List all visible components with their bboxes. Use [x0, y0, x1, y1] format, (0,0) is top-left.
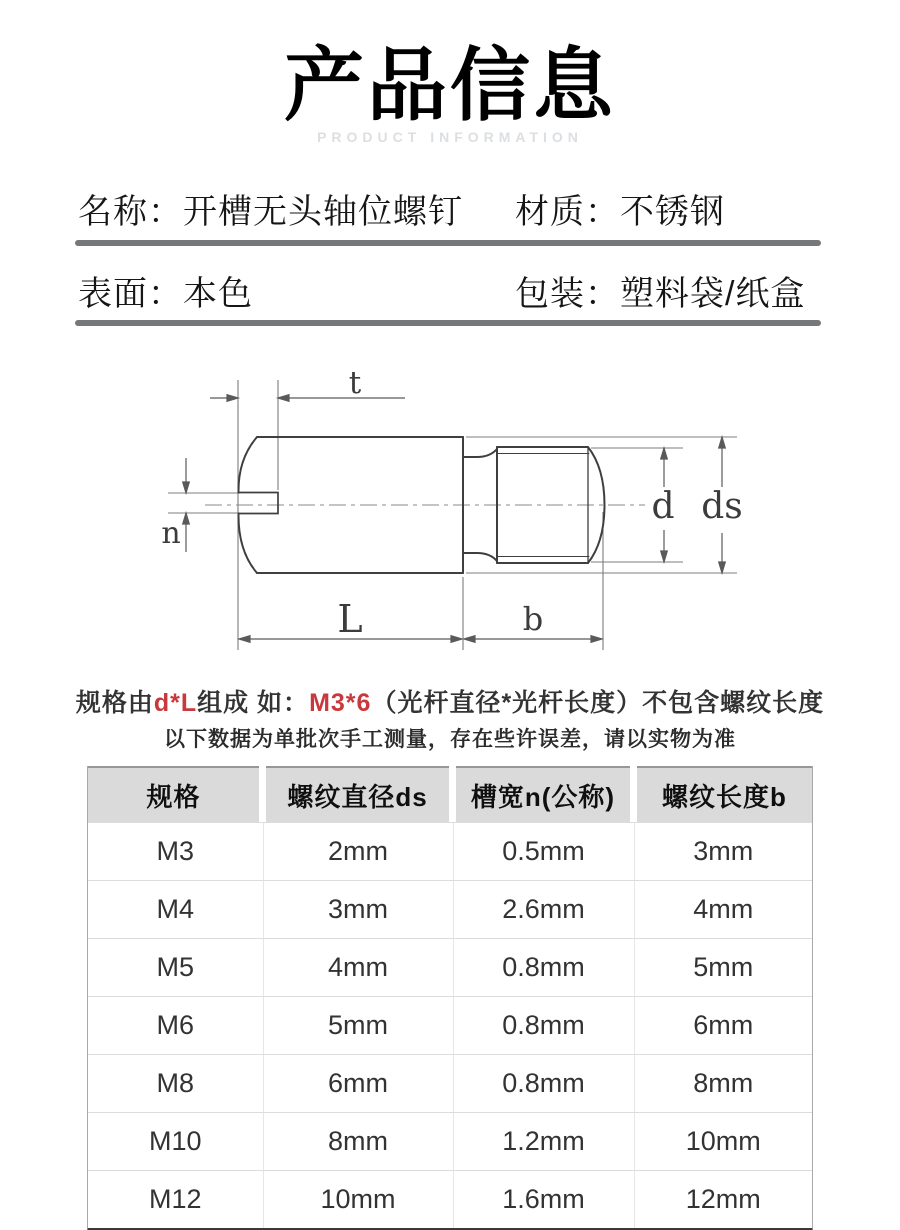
cell-spec: M4 [156, 894, 194, 924]
cell-b: 12mm [634, 1171, 813, 1228]
dim-label-L: L [337, 597, 363, 641]
cell-n: 1.6mm [453, 1171, 634, 1228]
spec-suffix: （光杆直径*光杆长度）不包含螺纹长度 [371, 689, 825, 717]
page-title: 产品信息 [284, 41, 616, 130]
cell-b: 5mm [634, 939, 813, 996]
dim-label-n: n [161, 516, 181, 551]
spec-example-red: M3*6 [309, 689, 372, 717]
info-surface-value: 本色 [183, 275, 253, 313]
spec-table-header-row [88, 766, 812, 822]
cell-ds: 5mm [263, 997, 453, 1054]
header-gap [259, 766, 266, 822]
header-gap [449, 766, 456, 822]
dim-label-t: t [348, 365, 362, 401]
cell-b: 4mm [634, 881, 813, 938]
cell-b: 8mm [634, 1055, 813, 1112]
col-header-spec: 规格 [88, 766, 259, 822]
cell-b: 6mm [634, 997, 813, 1054]
cell-n: 2.6mm [453, 881, 634, 938]
cell-ds: 2mm [263, 823, 453, 880]
table-row [88, 938, 812, 996]
info-material-value: 不锈钢 [620, 193, 725, 231]
cell-spec: M3 [156, 836, 194, 866]
cell-spec: M6 [156, 1010, 194, 1040]
spec-prefix: 规格由 [75, 689, 154, 717]
cell-ds: 8mm [263, 1113, 453, 1170]
cell-spec: M5 [156, 952, 194, 982]
info-material-label: 材质： [515, 193, 620, 231]
cell-ds: 10mm [263, 1171, 453, 1228]
info-name-label: 名称： [78, 193, 183, 231]
table-row [88, 880, 812, 938]
spec-middle: 组成 如： [197, 689, 310, 717]
info-packaging-value: 塑料袋/纸盒 [620, 275, 806, 313]
dim-label-ds: ds [701, 486, 743, 527]
cell-ds: 6mm [263, 1055, 453, 1112]
dim-label-b: b [522, 600, 544, 638]
info-packaging-label: 包装： [515, 275, 620, 313]
cell-n: 0.8mm [453, 997, 634, 1054]
table-row [88, 1054, 812, 1112]
cell-b: 10mm [634, 1113, 813, 1170]
page-subtitle: PRODUCT INFORMATION [317, 129, 583, 145]
table-row [88, 1170, 812, 1228]
cell-ds: 3mm [263, 881, 453, 938]
table-row [88, 1112, 812, 1170]
cell-b: 3mm [634, 823, 813, 880]
header-gap [630, 766, 637, 822]
cell-ds: 4mm [263, 939, 453, 996]
spec-code-red: d*L [153, 689, 198, 717]
cell-spec: M8 [156, 1068, 194, 1098]
col-header-thread-length: 螺纹长度b [637, 766, 812, 822]
dimension-lines [183, 395, 726, 643]
spec-table [87, 766, 813, 1230]
table-row [88, 996, 812, 1054]
cell-n: 0.8mm [453, 939, 634, 996]
cell-n: 0.5mm [453, 823, 634, 880]
col-header-slot-width: 槽宽n(公称) [456, 766, 630, 822]
cell-spec: M12 [148, 1184, 202, 1214]
cell-n: 0.8mm [453, 1055, 634, 1112]
spec-format-line [0, 683, 900, 719]
dim-label-d: d [651, 486, 675, 527]
cell-n: 1.2mm [453, 1113, 634, 1170]
table-row [88, 822, 812, 880]
info-name-value: 开槽无头轴位螺钉 [183, 193, 463, 231]
cell-spec: M10 [148, 1126, 202, 1156]
measurement-note: 以下数据为单批次手工测量，存在些许误差，请以实物为准 [164, 728, 736, 751]
info-surface-label: 表面： [78, 275, 183, 313]
col-header-thread-diameter: 螺纹直径ds [266, 766, 449, 822]
